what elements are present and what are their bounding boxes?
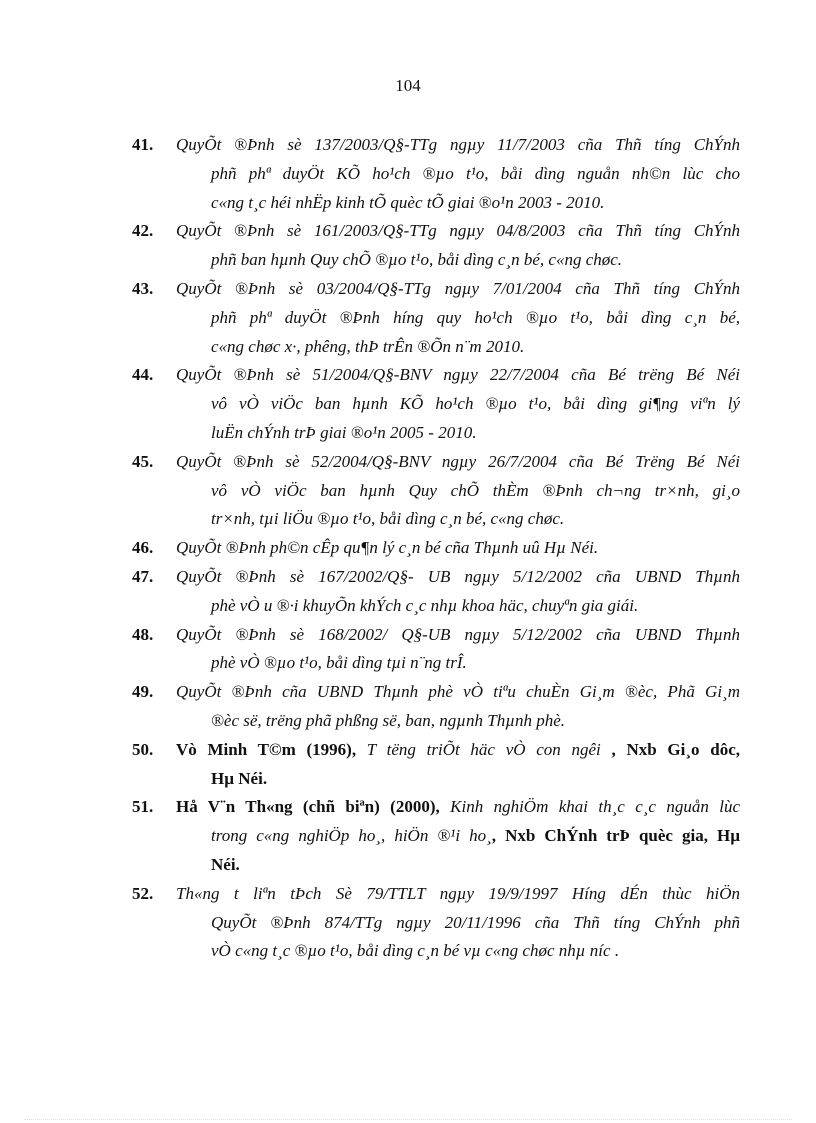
reference-item	[132, 361, 740, 447]
reference-text	[176, 275, 740, 361]
reference-item	[132, 217, 740, 275]
reference-line	[176, 793, 740, 822]
reference-text	[176, 563, 740, 621]
reference-number: 52.	[132, 883, 154, 903]
reference-item	[132, 534, 740, 563]
reference-title-text: T tëng triÕt häc vÒ con ngêi	[366, 739, 612, 759]
reference-author-text: , Nxb ChÝnh trÞ quèc gia, Hµ	[491, 826, 741, 846]
reference-title-text: QuyÕt ®Þnh sè 161/2003/Q§-TTg ngµy 04/8/2003 cña Thñ tíng ChÝnh	[176, 221, 740, 241]
reference-author-text: Néi.	[211, 854, 240, 874]
reference-title-text: QuyÕt ®Þnh 874/TTg ngµy 20/11/1996 cña Thñ tíng ChÝnh phñ	[211, 912, 740, 932]
reference-title-text: c«ng t¸c héi nhËp kinh tÕ quèc tÕ giai ®o¹n 2003 - 2010.	[211, 192, 605, 212]
reference-line	[176, 304, 740, 333]
reference-text	[176, 880, 740, 966]
footer-divider	[24, 1119, 792, 1120]
reference-line	[176, 189, 740, 218]
reference-title-text: QuyÕt ®Þnh ph©n cÊp qu¶n lý c¸n bé cña Thµnh uû Hµ Néi.	[176, 538, 599, 558]
reference-title-text: vÒ c«ng t¸c ®µo t¹o, båi dìng c¸n bé vµ c«ng chøc nhµ níc .	[211, 941, 620, 961]
reference-text	[176, 534, 740, 563]
reference-number: 41.	[132, 135, 154, 154]
reference-item	[132, 736, 740, 794]
reference-text	[176, 678, 740, 736]
reference-line	[176, 851, 740, 880]
reference-title-text: QuyÕt ®Þnh sè 137/2003/Q§-TTg ngµy 11/7/2003 cña Thñ tíng ChÝnh	[176, 135, 740, 154]
reference-line	[176, 822, 740, 851]
reference-title-text: ®èc së, trëng phã phßng së, ban, ngµnh Thµnh phè.	[211, 710, 566, 730]
reference-number: 51.	[132, 797, 154, 817]
reference-line	[176, 448, 740, 477]
reference-text	[176, 361, 740, 447]
reference-line	[176, 592, 740, 621]
reference-line	[176, 880, 740, 909]
reference-line	[176, 361, 740, 390]
reference-line	[176, 678, 740, 707]
reference-item	[132, 448, 740, 534]
reference-line	[176, 390, 740, 419]
reference-title-text: QuyÕt ®Þnh sè 167/2002/Q§- UB ngµy 5/12/2002 cña UBND Thµnh	[176, 566, 740, 586]
reference-number: 48.	[132, 624, 154, 644]
reference-title-text: QuyÕt ®Þnh sè 168/2002/ Q§-UB ngµy 5/12/2002 cña UBND Thµnh	[176, 624, 740, 644]
reference-item	[132, 793, 740, 879]
reference-line	[176, 131, 740, 160]
reference-line	[176, 765, 740, 794]
reference-line	[176, 707, 740, 736]
reference-text	[176, 131, 740, 217]
reference-number: 47.	[132, 566, 154, 586]
reference-item	[132, 880, 740, 966]
reference-line	[176, 649, 740, 678]
reference-line	[176, 246, 740, 275]
reference-title-text: Th«ng t liªn tÞch Sè 79/TTLT ngµy 19/9/1997 Híng dÉn thùc hiÖn	[176, 883, 740, 903]
reference-title-text: vô vÒ viÖc ban hµnh Quy chÕ thÈm ®Þnh ch¬ng tr×nh, gi¸o	[211, 480, 740, 500]
reference-number: 44.	[132, 365, 154, 385]
reference-title-text: luËn chÝnh trÞ giai ®o¹n 2005 - 2010.	[211, 422, 477, 442]
reference-title-text: trong c«ng nghiÖp ho¸, hiÖn ®¹i ho¸	[211, 826, 492, 846]
reference-title-text: Kinh nghiÖm khai th¸c c¸c nguån lùc	[450, 797, 741, 817]
reference-title-text: vô vÒ viÖc ban hµnh KÕ ho¹ch ®µo t¹o, båi dìng gi¶ng viªn lý	[211, 394, 740, 414]
reference-line	[176, 563, 740, 592]
reference-title-text: phè vÒ ®µo t¹o, båi dìng tµi n¨ng trÎ.	[211, 653, 467, 673]
reference-title-text: QuyÕt ®Þnh sè 03/2004/Q§-TTg ngµy 7/01/2004 cña Thñ tíng ChÝnh	[176, 278, 740, 298]
reference-number: 42.	[132, 221, 154, 241]
reference-title-text: QuyÕt ®Þnh cña UBND Thµnh phè vÒ tiªu chuÈn Gi¸m ®èc, Phã Gi¸m	[176, 682, 740, 702]
reference-title-text: phè vÒ u ®·i khuyÕn khÝch c¸c nhµ khoa häc, chuyªn gia giái.	[211, 595, 639, 615]
reference-line	[176, 275, 740, 304]
reference-item	[132, 131, 740, 217]
reference-item	[132, 621, 740, 679]
reference-text	[176, 448, 740, 534]
reference-title-text: QuyÕt ®Þnh sè 51/2004/Q§-BNV ngµy 22/7/2004 cña Bé trëng Bé Néi	[176, 365, 740, 385]
reference-number: 49.	[132, 682, 154, 702]
reference-title-text: c«ng chøc x·, phêng, thÞ trÊn ®Õn n¨m 2010.	[211, 336, 525, 356]
reference-line	[176, 909, 740, 938]
reference-title-text: phñ phª duyÖt KÕ ho¹ch ®µo t¹o, båi dìng nguån nh©n lùc cho	[211, 163, 740, 183]
reference-list	[132, 131, 740, 966]
reference-line	[176, 937, 740, 966]
reference-line	[176, 736, 740, 765]
reference-line	[176, 505, 740, 534]
reference-line	[176, 217, 740, 246]
reference-title-text: QuyÕt ®Þnh sè 52/2004/Q§-BNV ngµy 26/7/2004 cña Bé Trëng Bé Néi	[176, 451, 740, 471]
reference-author-text: Hµ Néi.	[211, 768, 268, 788]
reference-line	[176, 534, 740, 563]
reference-line	[176, 160, 740, 189]
reference-title-text: tr×nh, tµi liÖu ®µo t¹o, båi dìng c¸n bé, c«ng chøc.	[211, 509, 565, 529]
reference-author-text: Hå V¨n Th«ng (chñ biªn) (2000),	[176, 797, 451, 817]
reference-number: 45.	[132, 451, 154, 471]
page-number: 104	[395, 76, 421, 95]
reference-text	[176, 793, 740, 879]
reference-text	[176, 621, 740, 679]
reference-number: 46.	[132, 538, 154, 558]
reference-item	[132, 275, 740, 361]
reference-author-text: Vò Minh T©m (1996),	[176, 739, 367, 759]
reference-line	[176, 621, 740, 650]
reference-line	[176, 333, 740, 362]
reference-text	[176, 217, 740, 275]
reference-title-text: phñ ban hµnh Quy chÕ ®µo t¹o, båi dìng c¸n bé, c«ng chøc.	[211, 250, 623, 270]
reference-line	[176, 419, 740, 448]
reference-number: 43.	[132, 278, 154, 298]
reference-title-text: phñ phª duyÖt ®Þnh híng quy ho¹ch ®µo t¹o, båi dìng c¸n bé,	[211, 307, 740, 327]
reference-author-text: , Nxb Gi¸o dôc,	[611, 739, 740, 759]
reference-item	[132, 678, 740, 736]
reference-number: 50.	[132, 739, 154, 759]
reference-line	[176, 477, 740, 506]
reference-text	[176, 736, 740, 794]
reference-item	[132, 563, 740, 621]
